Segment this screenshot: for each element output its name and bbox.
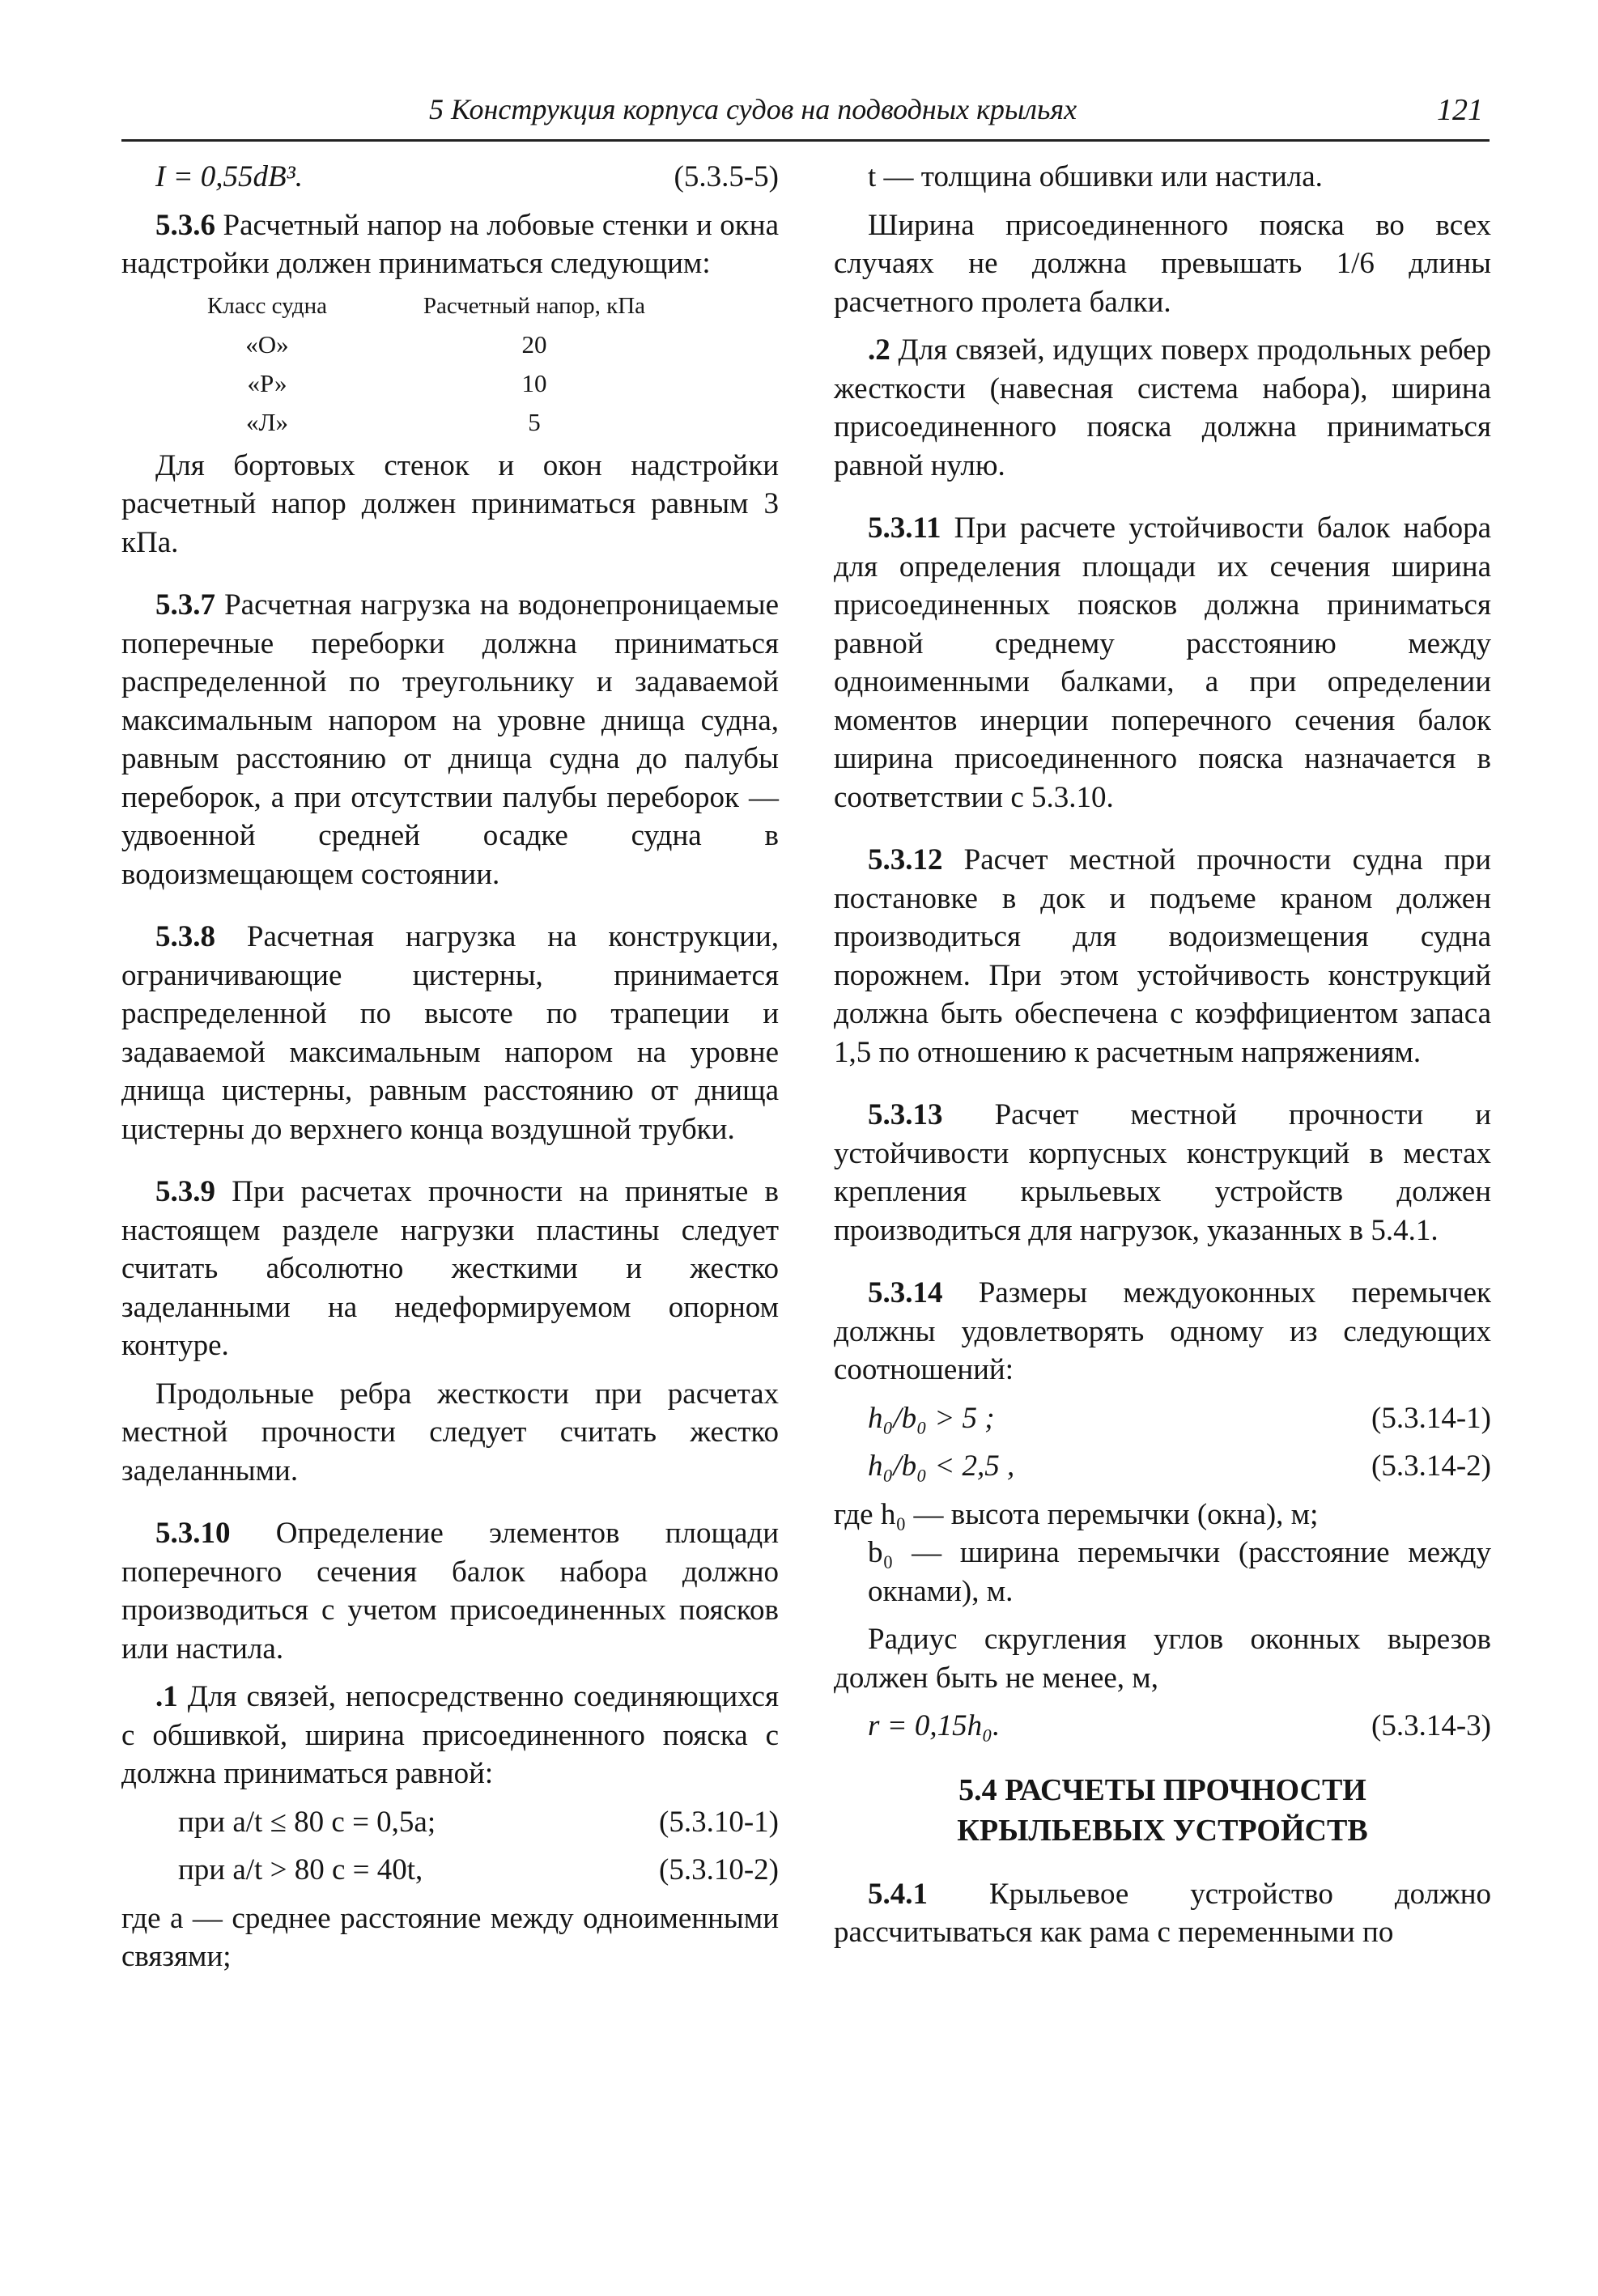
equation-number: (5.3.10-1) bbox=[659, 1805, 779, 1839]
table-cell: «О» bbox=[245, 329, 289, 359]
paragraph-5-3-9 bbox=[121, 1173, 779, 1365]
paragraph-side-walls: Для бортовых стенок и окон надстройки расчетный напор должен приниматься равным 3 кПа. bbox=[121, 448, 779, 559]
paragraph-5-4-1 bbox=[834, 1875, 1491, 1952]
paragraph-text: Крыльевое устройство должно рассчитываться как рама с переменными по bbox=[834, 1877, 1491, 1949]
section-title-5-4 bbox=[834, 1770, 1491, 1851]
equation-5-3-14-1 bbox=[834, 1399, 1491, 1438]
paragraph-5-3-8 bbox=[121, 918, 779, 1148]
equation-number: (5.3.14-2) bbox=[1371, 1449, 1491, 1483]
clause-number: 5.3.8 bbox=[155, 920, 215, 953]
clause-number: 5.3.12 bbox=[868, 843, 943, 876]
equation-5-3-10-2 bbox=[121, 1851, 779, 1890]
paragraph-5-3-7 bbox=[121, 586, 779, 893]
table-row bbox=[121, 364, 779, 403]
paragraph-5-3-11 bbox=[834, 509, 1491, 817]
table-row bbox=[121, 403, 779, 442]
equation-5-3-10-1 bbox=[121, 1803, 779, 1842]
equation-number: (5.3.10-2) bbox=[659, 1853, 779, 1886]
section-title-line: 5.4 РАСЧЕТЫ ПРОЧНОСТИ bbox=[958, 1772, 1366, 1807]
paragraph-where-b: b₀ — ширина перемычки (расстояние между окнами), м. bbox=[868, 1536, 1491, 1608]
equation-formula: h₀/b₀ < 2,5 , bbox=[868, 1449, 1015, 1483]
paragraph-width-limit: Ширина присоединенного пояска во всех случаях не должна превышать 1/6 длины расчетного пролета балки. bbox=[834, 208, 1491, 319]
equation-number: (5.3.5-5) bbox=[674, 160, 779, 193]
paragraph-text: Для связей, непосредственно соединяющихся с обшивкой, ширина присоединенного пояска c должна приниматься равной: bbox=[121, 1680, 779, 1790]
paragraph-5-3-10-1 bbox=[121, 1678, 779, 1793]
paragraph-text: Расчетная нагрузка на водонепроницаемые поперечные переборки должна приниматься распределенной по треугольнику и задаваемой максимальным напором на уровне днища судна, равным расстоянию от днища судна до палубы переборок, а при отсутствии палубы переборок — удвоенной средней осадке судна в водоизмещающем состоянии. bbox=[121, 588, 779, 891]
clause-number: 5.3.14 bbox=[868, 1276, 943, 1309]
paragraph-where-h: где h₀ — высота перемычки (окна), м; bbox=[834, 1497, 1319, 1531]
paragraph-text: При расчетах прочности на принятые в настоящем разделе нагрузки пластины следует считать абсолютно жесткими и жестко заделанными на недеформируемом опорном контуре. bbox=[121, 1175, 779, 1362]
paragraph-5-3-6 bbox=[121, 206, 779, 283]
paragraph-radius: Радиус скругления углов оконных вырезов должен быть не менее, м, bbox=[834, 1623, 1491, 1695]
clause-number: 5.4.1 bbox=[868, 1877, 928, 1911]
paragraph-5-3-13 bbox=[834, 1096, 1491, 1250]
equation-number: (5.3.14-3) bbox=[1371, 1709, 1491, 1742]
clause-number: .1 bbox=[155, 1680, 178, 1713]
table-header-row bbox=[121, 286, 779, 325]
equation-5-3-14-2 bbox=[834, 1447, 1491, 1486]
paragraph-where-a: где a — среднее расстояние между одноименными связями; bbox=[121, 1901, 779, 1973]
paragraph-where-t: t — толщина обшивки или настила. bbox=[868, 160, 1323, 193]
paragraph-text: Расчет местной прочности судна при постановке в док и подъеме краном должен производиться для водоизмещения судна порожнем. При этом устойчивость конструкций должна быть обеспечена с коэффициентом запаса 1,5 по отношению к расчетным напряжениям. bbox=[834, 843, 1491, 1069]
paragraph-5-3-12 bbox=[834, 841, 1491, 1072]
equation-number: (5.3.14-1) bbox=[1371, 1401, 1491, 1435]
paragraph-5-3-10 bbox=[121, 1514, 779, 1668]
paragraph-text: Размеры междуоконных перемычек должны удовлетворять одному из следующих соотношений: bbox=[834, 1276, 1491, 1386]
paragraph-5-3-14 bbox=[834, 1274, 1491, 1390]
right-column bbox=[834, 158, 1491, 1952]
paragraph-text: Для связей, идущих поверх продольных ребер жесткости (навесная система набора), ширина присоединенного пояска должна приниматься равной нулю. bbox=[834, 333, 1491, 482]
table-cell: 20 bbox=[521, 329, 547, 359]
paragraph-text: Расчетный напор на лобовые стенки и окна надстройки должен приниматься следующим: bbox=[121, 208, 779, 280]
equation-formula: при a/t > 80 c = 40t, bbox=[178, 1853, 423, 1886]
clause-number: 5.3.9 bbox=[155, 1175, 215, 1208]
table-cell: 5 bbox=[528, 407, 541, 436]
table-cell: «Р» bbox=[247, 368, 287, 397]
pressure-table bbox=[121, 286, 779, 442]
equation-5-3-5-5 bbox=[121, 158, 779, 197]
table-header-cell: Расчетный напор, кПа bbox=[423, 292, 646, 319]
table-cell: «Л» bbox=[245, 407, 289, 436]
table-header-cell: Класс судна bbox=[207, 292, 327, 319]
left-column bbox=[121, 158, 779, 1976]
paragraph-text: При расчете устойчивости балок набора для определения площади их сечения ширина присоединенных поясков должна приниматься равной среднему расстоянию между одноименными балками, а при определении моментов инерции поперечного сечения балок ширина присоединенного пояска назначается в соответствии с 5.3.10. bbox=[834, 511, 1491, 814]
clause-number: 5.3.11 bbox=[868, 511, 941, 545]
table-row bbox=[121, 325, 779, 364]
paragraph-text: Определение элементов площади поперечного сечения балок набора должно производиться с учетом присоединенных поясков или настила. bbox=[121, 1517, 779, 1666]
equation-formula: r = 0,15h₀. bbox=[868, 1709, 1001, 1742]
clause-number: 5.3.7 bbox=[155, 588, 215, 622]
equation-formula: h₀/b₀ > 5 ; bbox=[868, 1401, 995, 1435]
clause-number: 5.3.6 bbox=[155, 208, 215, 242]
clause-number: .2 bbox=[868, 333, 890, 367]
paragraph-longitudinal-ribs: Продольные ребра жесткости при расчетах местной прочности следует считать жестко заделанными. bbox=[121, 1377, 779, 1488]
table-cell: 10 bbox=[521, 368, 547, 397]
equation-5-3-14-3 bbox=[834, 1707, 1491, 1746]
running-title: 5 Конструкция корпуса судов на подводных крыльях bbox=[429, 93, 1077, 125]
running-header bbox=[121, 87, 1490, 142]
section-title-line: КРЫЛЬЕВЫХ УСТРОЙСТВ bbox=[957, 1813, 1368, 1848]
paragraph-text: Расчет местной прочности и устойчивости корпусных конструкций в местах крепления крыльевых устройств должен производиться для нагрузок, указанных в 5.4.1. bbox=[834, 1098, 1491, 1247]
paragraph-text: Расчетная нагрузка на конструкции, ограничивающие цистерны, принимается распределенной по высоте по трапеции и задаваемой максимальным напором на уровне днища цистерны, равным расстоянию от днища цистерны до верхнего конца воздушной трубки. bbox=[121, 920, 779, 1146]
clause-number: 5.3.10 bbox=[155, 1517, 231, 1550]
page-number: 121 bbox=[1437, 93, 1483, 127]
equation-formula: I = 0,55dB³. bbox=[155, 160, 303, 193]
clause-number: 5.3.13 bbox=[868, 1098, 943, 1131]
paragraph-5-3-10-2 bbox=[834, 331, 1491, 485]
equation-formula: при a/t ≤ 80 c = 0,5a; bbox=[178, 1805, 436, 1839]
